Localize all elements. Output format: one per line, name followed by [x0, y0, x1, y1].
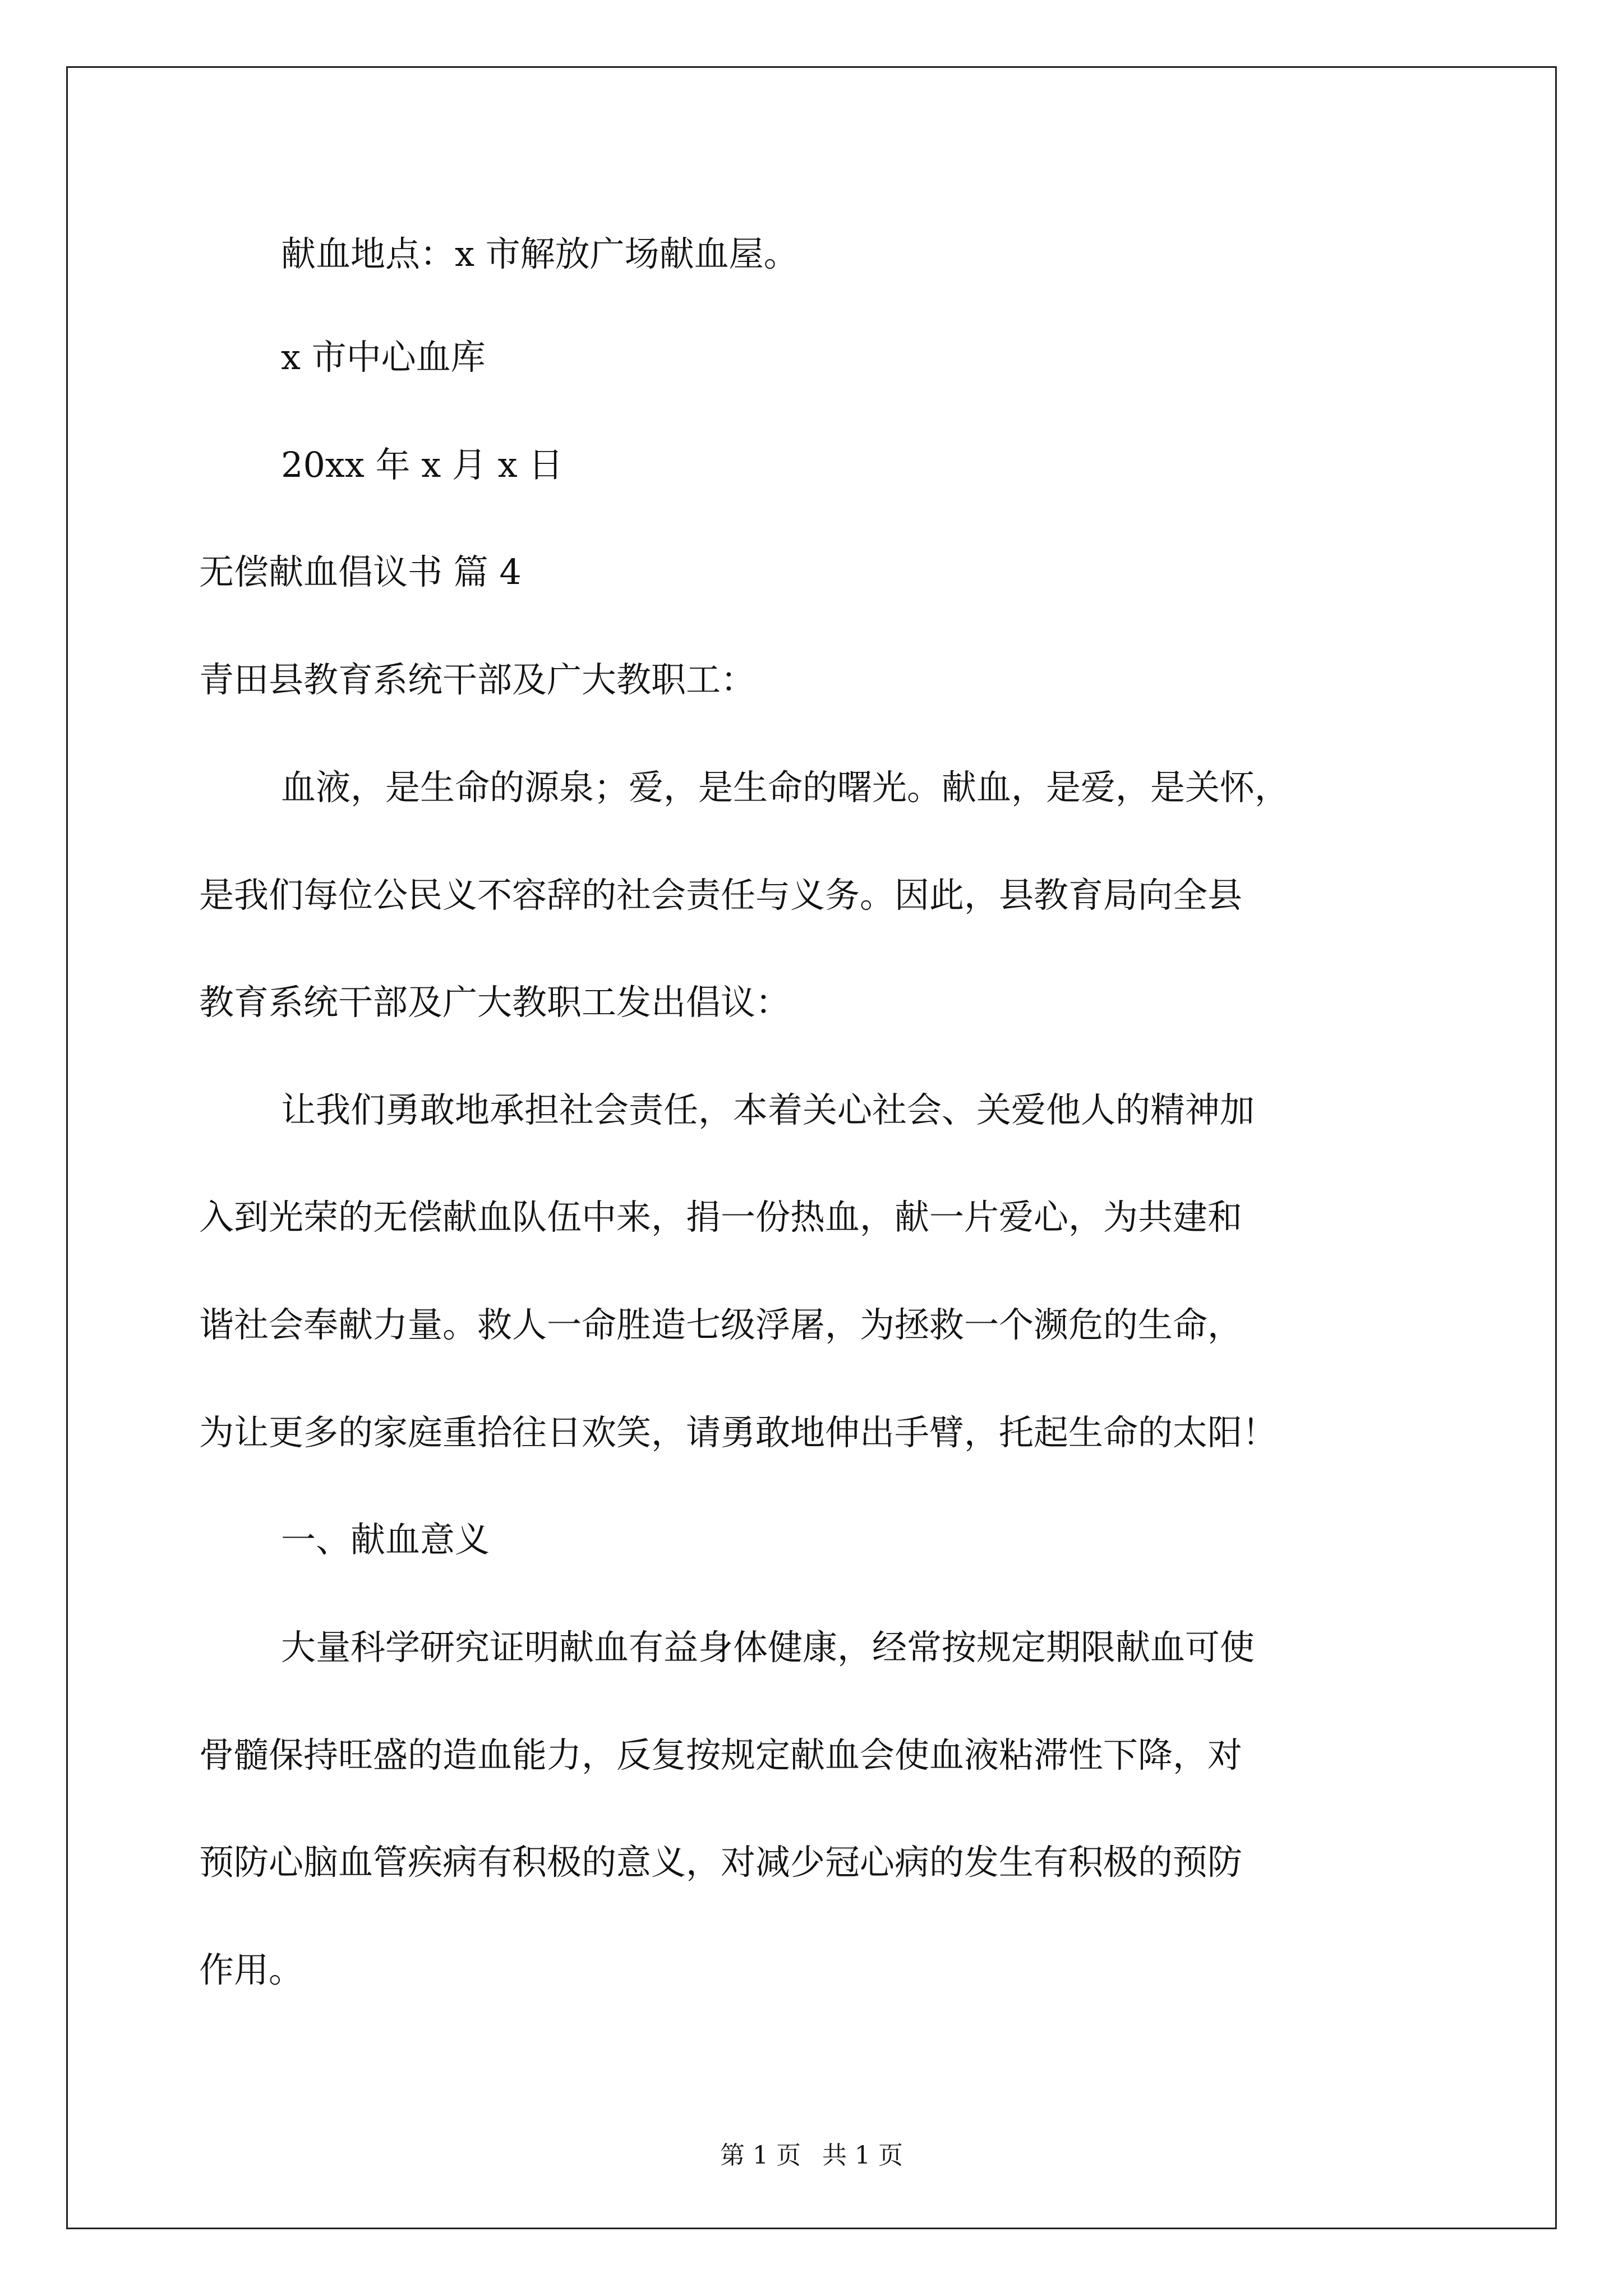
- paragraph-1-line-2: 是我们每位公民义不容辞的社会责任与义务。因此，县教育局向全县: [199, 875, 1243, 915]
- paragraph-2-line-2: 入到光荣的无偿献血队伍中来，捐一份热血，献一片爱心，为共建和: [199, 1197, 1243, 1237]
- page-number-current: 第 1 页: [720, 2141, 801, 2170]
- paragraph-1-line-1: 血液，是生命的源泉；爱，是生命的曙光。献血，是爱，是关怀，: [281, 767, 1290, 808]
- paragraph-2-line-1: 让我们勇敢地承担社会责任，本着关心社会、关爱他人的精神加: [281, 1089, 1255, 1130]
- paragraph-3-line-1: 大量科学研究证明献血有益身体健康，经常按规定期限献血可使: [281, 1627, 1255, 1668]
- paragraph-1-line-3: 教育系统干部及广大教职工发出倡议：: [199, 982, 791, 1023]
- page-footer: [0, 2140, 1623, 2171]
- paragraph-3-line-3: 预防心脑血管疾病有积极的意义，对减少冠心病的发生有积极的预防: [199, 1842, 1243, 1883]
- date-line: 20xx 年 x 月 x 日: [281, 444, 564, 485]
- salutation: 青田县教育系统干部及广大教职工：: [199, 659, 756, 700]
- page-number-total: 共 1 页: [822, 2141, 903, 2170]
- page-border: [66, 66, 1557, 2229]
- paragraph-3-line-4: 作用。: [199, 1949, 304, 1990]
- heading-donation-significance: 一、献血意义: [281, 1519, 490, 1560]
- paragraph-2-line-4: 为让更多的家庭重拾往日欢笑，请勇敢地伸出手臂，托起生命的太阳！: [199, 1412, 1278, 1453]
- paragraph-3-line-2: 骨髓保持旺盛的造血能力，反复按规定献血会使血液粘滞性下降，对: [199, 1734, 1243, 1775]
- paragraph-2-line-3: 谐社会奉献力量。救人一命胜造七级浮屠，为拯救一个濒危的生命，: [199, 1304, 1243, 1345]
- organization-line: x 市中心血库: [281, 337, 486, 378]
- donation-location-line: 献血地点：x 市解放广场献血屋。: [281, 233, 799, 274]
- section-title: 无偿献血倡议书 篇 4: [199, 551, 522, 592]
